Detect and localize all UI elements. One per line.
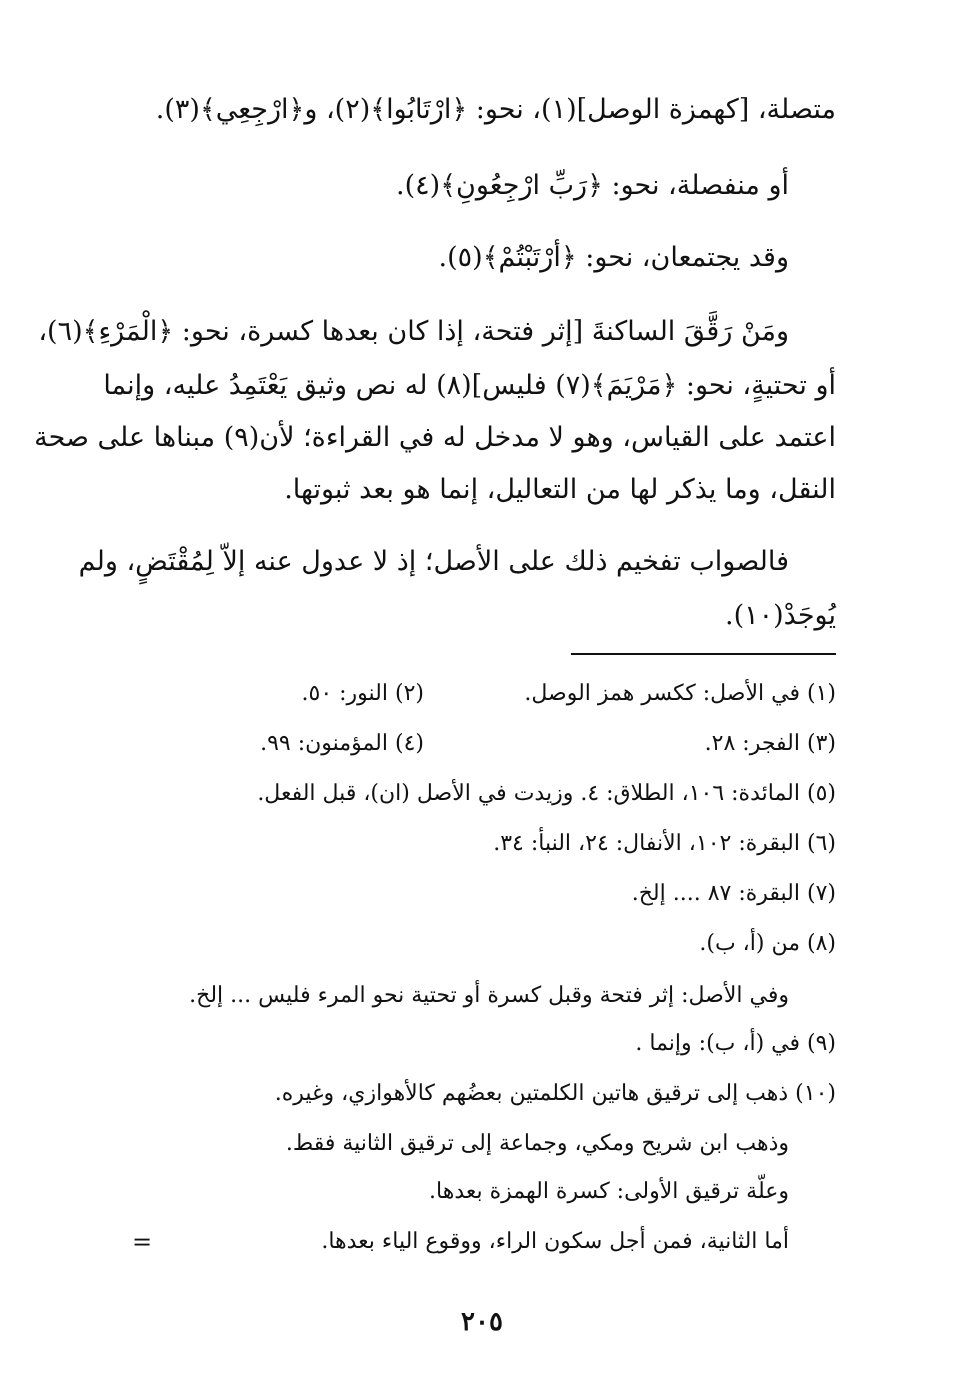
body-line-2: أو منفصلة، نحو: ﴿رَبِّ ارْجِعُونِ﴾(٤). [396, 170, 789, 201]
footnote-6: (٦) البقرة: ١٠٢، الأنفال: ٢٤، النبأ: ٣٤. [493, 831, 836, 856]
body-line-3: وقد يجتمعان، نحو: ﴿أرْتَبْتُمْ﴾(٥). [438, 242, 789, 273]
footnote-separator [571, 653, 836, 655]
footnote-1: (١) في الأصل: ككسر همز الوصل. [524, 681, 836, 706]
footnote-8: (٨) من (أ، ب). [699, 931, 836, 956]
footnote-10: (١٠) ذهب إلى ترقيق هاتين الكلمتين بعضُهم كالأهوازي، وغيره. [274, 1081, 836, 1106]
page-number: ٢٠٥ [461, 1307, 503, 1337]
footnote-10-line-4: أما الثانية، فمن أجل سكون الراء، ووقوع الياء بعدها. [321, 1229, 789, 1254]
footnote-10-line-2: وذهب ابن شريح ومكي، وجماعة إلى ترقيق الثانية فقط. [285, 1131, 789, 1156]
body-line-7: النقل، وما يذكر لها من التعاليل، إنما هو بعد ثبوتها. [284, 474, 836, 505]
body-line-5: أو تحتيةٍ، نحو: ﴿مَرْيَمَ﴾(٧) فليس](٨) له نص وثيق يَعْتَمِدُ عليه، وإنما [103, 370, 836, 401]
footnote-3: (٣) الفجر: ٢٨. [704, 731, 836, 756]
footnote-5: (٥) المائدة: ١٠٦، الطلاق: ٤. وزيدت في الأصل (ان)، قبل الفعل. [257, 781, 836, 806]
continuation-mark: = [132, 1228, 153, 1256]
body-line-6: اعتمد على القياس، وهو لا مدخل له في القراءة؛ لأن(٩) مبناها على صحة [34, 422, 836, 453]
footnote-2: (٢) النور: ٥٠. [301, 681, 424, 706]
body-line-9: يُوجَدْ(١٠). [725, 600, 836, 631]
body-line-1: متصلة، [كهمزة الوصل](١)، نحو: ﴿ارْتَابُوا﴾(٢)، و﴿ارْجِعِي﴾(٣). [155, 94, 836, 125]
footnote-7: (٧) البقرة: ٨٧ .... إلخ. [631, 881, 836, 906]
body-line-4: ومَنْ رَقَّقَ الساكنةَ [إثر فتحة، إذا كان بعدها كسرة، نحو: ﴿الْمَرْءِ﴾(٦)، [38, 316, 789, 347]
footnote-8-continuation: وفي الأصل: إثر فتحة وقبل كسرة أو تحتية نحو المرء فليس ... إلخ. [189, 983, 789, 1008]
footnote-4: (٤) المؤمنون: ٩٩. [260, 731, 424, 756]
footnote-10-line-3: وعلّة ترقيق الأولى: كسرة الهمزة بعدها. [429, 1179, 789, 1204]
body-line-8: فالصواب تفخيم ذلك على الأصل؛ إذ لا عدول عنه إلاّ لِمُقْتَضٍ، ولم [78, 546, 789, 577]
footnote-9: (٩) في (أ، ب): وإنما . [635, 1031, 836, 1056]
